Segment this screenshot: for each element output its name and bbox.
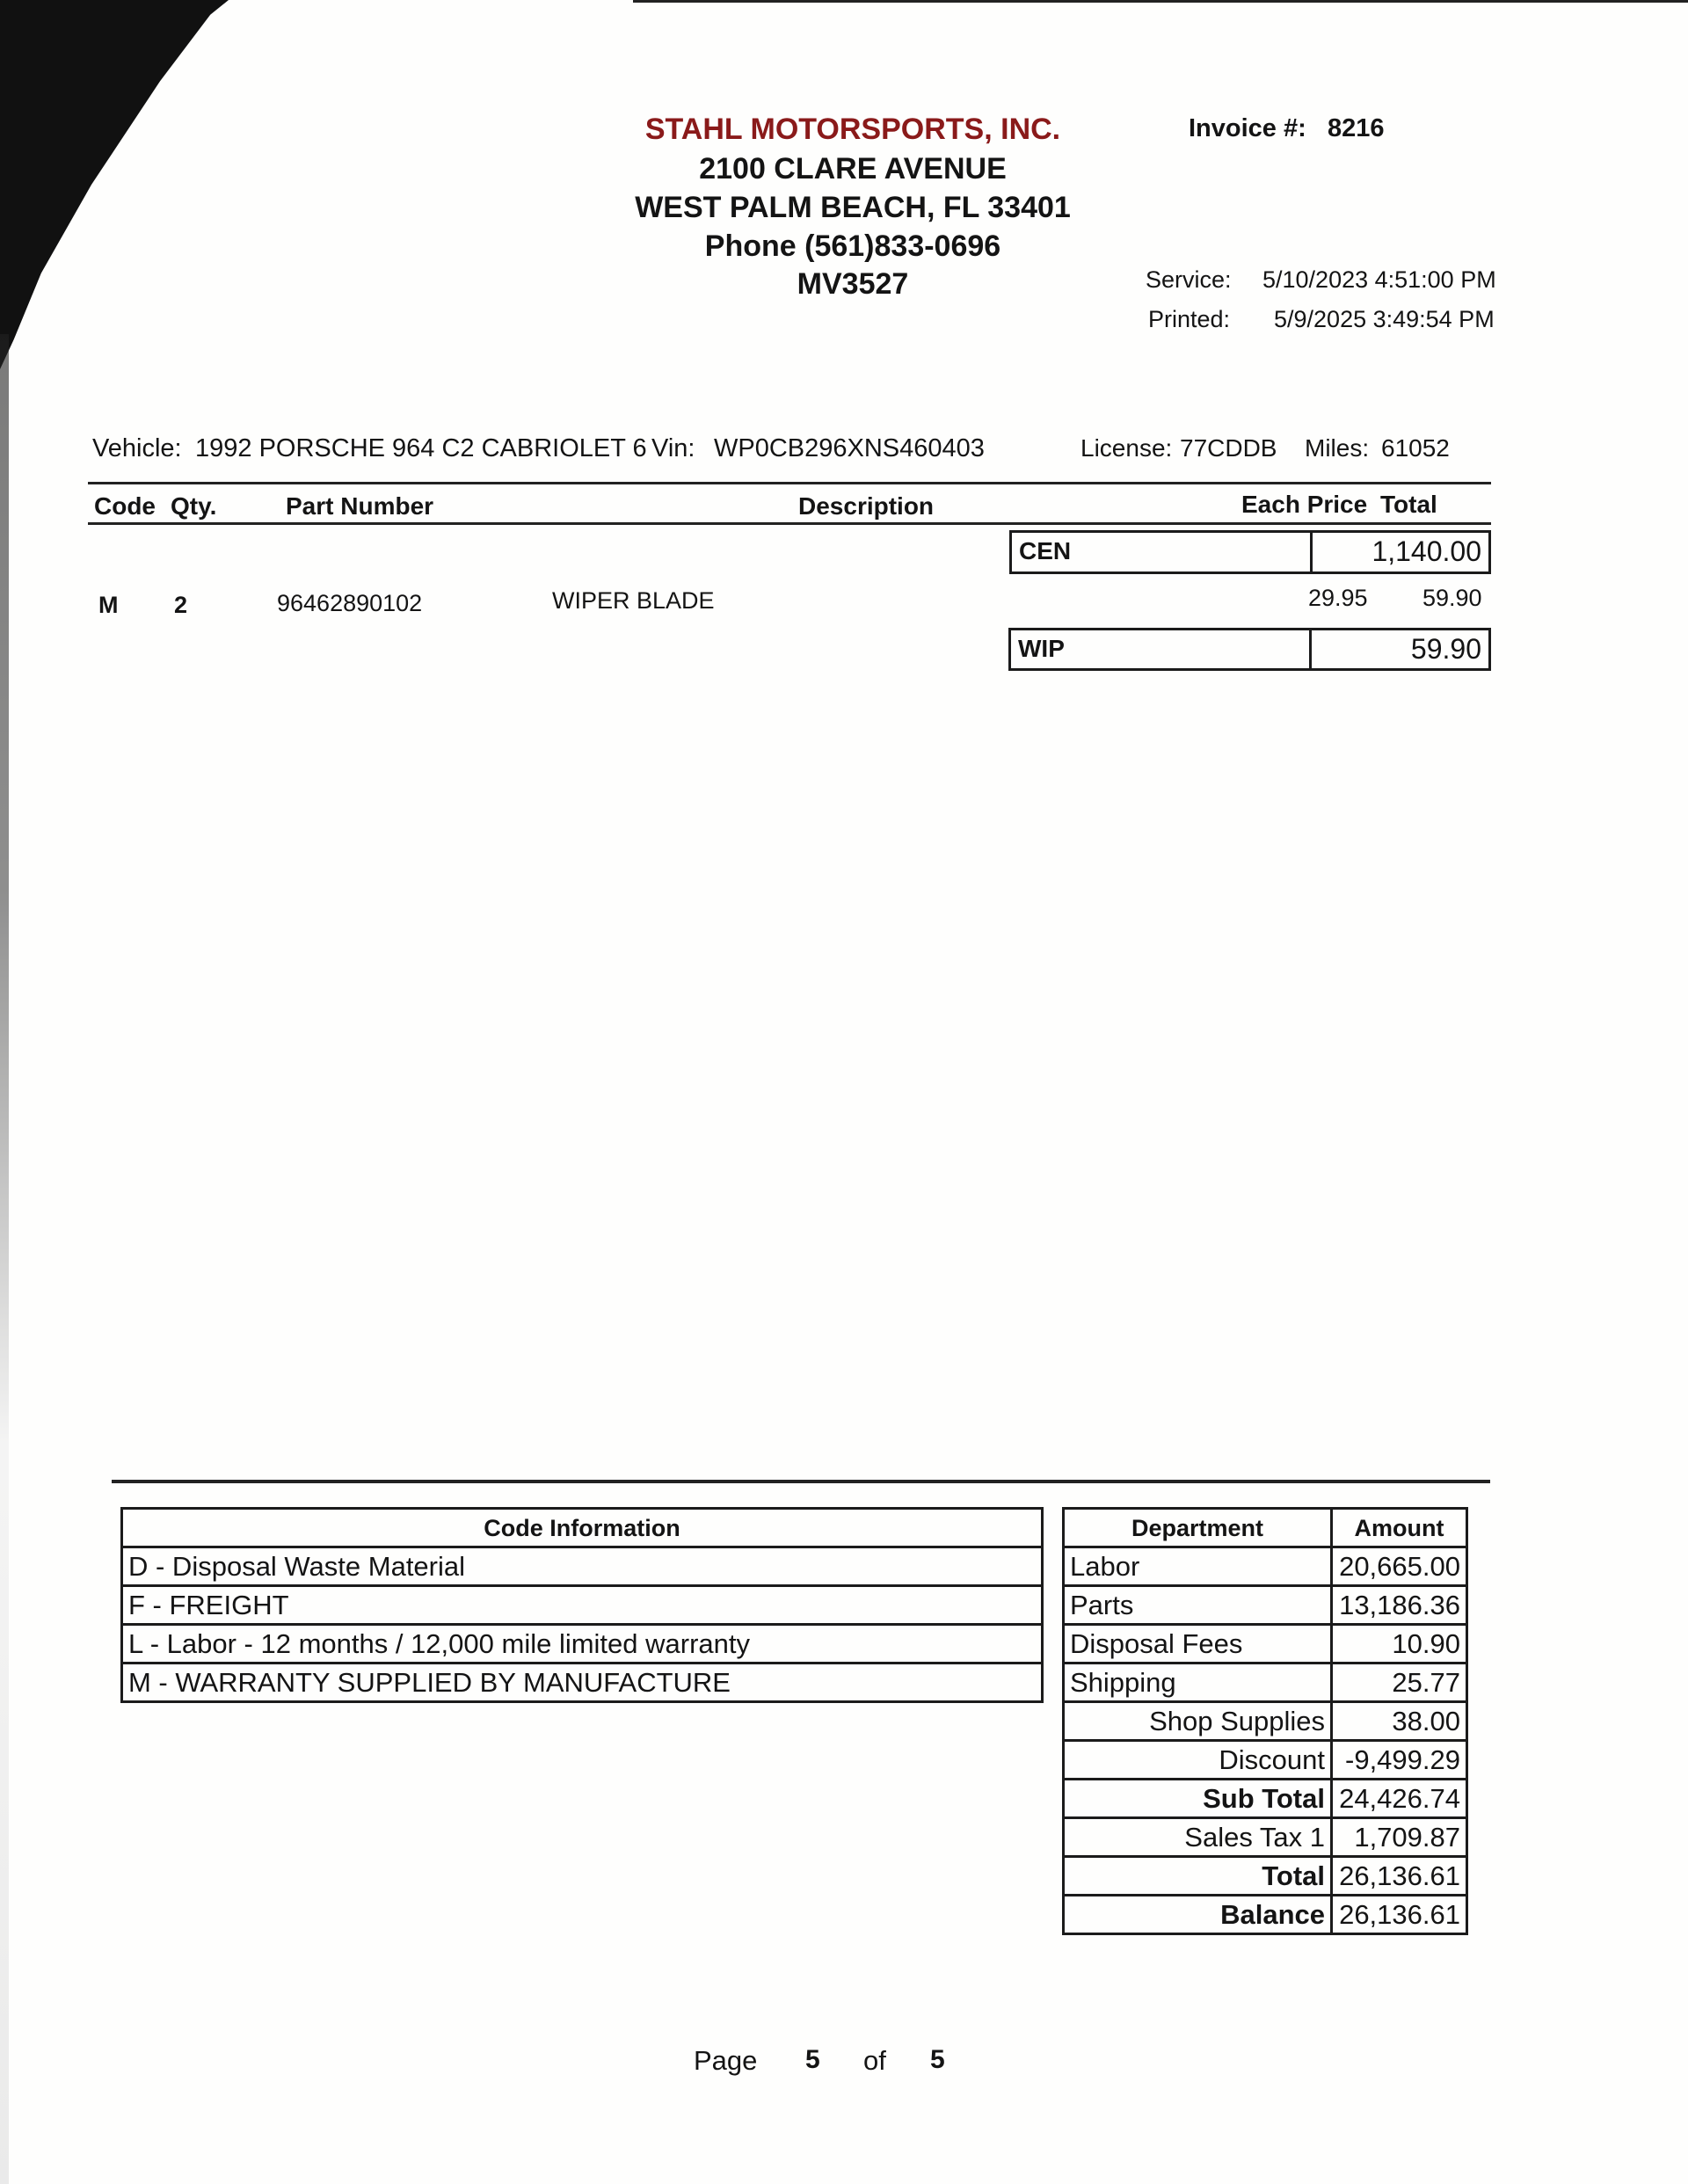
- summary-label: Shipping: [1064, 1663, 1332, 1702]
- summary-label: Discount: [1064, 1741, 1332, 1780]
- summary-row-labor: [1064, 1547, 1467, 1586]
- group-box-wip: [1008, 628, 1491, 671]
- summary-amount: 20,665.00: [1332, 1547, 1467, 1586]
- summary-label: Disposal Fees: [1064, 1625, 1332, 1663]
- summary-amount: 13,186.36: [1332, 1586, 1467, 1625]
- summary-amount: 26,136.61: [1332, 1896, 1467, 1934]
- summary-label: Labor: [1064, 1547, 1332, 1586]
- company-license-code: MV3527: [797, 267, 909, 301]
- summary-label: Sales Tax 1: [1064, 1818, 1332, 1857]
- license-value: 77CDDB: [1180, 434, 1277, 462]
- code-information-row: [122, 1625, 1043, 1663]
- vehicle-label: Vehicle:: [92, 434, 182, 462]
- amount-header: Amount: [1332, 1509, 1467, 1547]
- invoice-number: 8216: [1328, 114, 1385, 142]
- summary-label: Sub Total: [1064, 1780, 1332, 1818]
- code-information-item: M - WARRANTY SUPPLIED BY MANUFACTURE: [122, 1663, 1043, 1702]
- summary-label: Balance: [1064, 1896, 1332, 1934]
- summary-row-parts: [1064, 1586, 1467, 1625]
- code-information-row: [122, 1547, 1043, 1586]
- summary-amount: 10.90: [1332, 1625, 1467, 1663]
- column-header-qty: Qty.: [171, 492, 217, 520]
- group-label-wip: WIP: [1018, 635, 1065, 662]
- column-header-part-number: Part Number: [286, 492, 434, 520]
- printed-datetime: 5/9/2025 3:49:54 PM: [1274, 306, 1495, 332]
- company-name: STAHL MOTORSPORTS, INC.: [644, 113, 1061, 146]
- scan-corner-artifact: [0, 0, 229, 369]
- code-information-item: F - FREIGHT: [122, 1586, 1043, 1625]
- service-datetime: 5/10/2023 4:51:00 PM: [1262, 266, 1496, 293]
- summary-row-shipping: [1064, 1663, 1467, 1702]
- line-item-description: WIPER BLADE: [552, 587, 715, 614]
- column-header-bottom-rule: [88, 522, 1491, 525]
- code-information-title: Code Information: [122, 1509, 1043, 1547]
- group-label-cen: CEN: [1019, 537, 1072, 564]
- miles-value: 61052: [1381, 434, 1450, 462]
- of-label: of: [863, 2045, 886, 2076]
- column-header-description: Description: [798, 492, 935, 520]
- summary-label: Parts: [1064, 1586, 1332, 1625]
- invoice-label: Invoice #:: [1189, 114, 1306, 142]
- scan-edge-artifact: [0, 334, 9, 2184]
- summary-row-disposal-fees: [1064, 1625, 1467, 1663]
- code-information-row: [122, 1586, 1043, 1625]
- summary-label: Shop Supplies: [1064, 1702, 1332, 1741]
- column-header-each-price: Each Price: [1241, 491, 1368, 518]
- page-current: 5: [805, 2045, 820, 2074]
- group-total-wip: 59.90: [1309, 630, 1488, 668]
- code-information-item: L - Labor - 12 months / 12,000 mile limited warranty: [122, 1625, 1043, 1663]
- line-item-total: 59.90: [1422, 585, 1482, 611]
- scan-top-artifact: [633, 0, 1688, 3]
- summary-row-sub-total: [1064, 1780, 1467, 1818]
- summary-row-sales-tax: [1064, 1818, 1467, 1857]
- summary-label: Total: [1064, 1857, 1332, 1896]
- group-total-cen: 1,140.00: [1310, 533, 1488, 571]
- vin-value: WP0CB296XNS460403: [714, 434, 985, 462]
- page-label: Page: [694, 2045, 758, 2076]
- company-phone: Phone (561)833-0696: [704, 229, 1001, 263]
- page-total: 5: [930, 2045, 945, 2074]
- code-information-row: [122, 1663, 1043, 1702]
- summary-row-discount: [1064, 1741, 1467, 1780]
- line-item-code: M: [98, 592, 119, 618]
- group-box-cen: [1009, 530, 1491, 574]
- summary-row-total: [1064, 1857, 1467, 1896]
- service-label: Service:: [1146, 266, 1232, 293]
- line-item-qty: 2: [174, 592, 188, 618]
- summary-amount: 24,426.74: [1332, 1780, 1467, 1818]
- line-item-part-number: 96462890102: [277, 590, 423, 616]
- license-label: License:: [1080, 434, 1173, 462]
- column-header-total: Total: [1380, 491, 1437, 518]
- miles-label: Miles:: [1305, 434, 1370, 462]
- vin-label: Vin:: [651, 434, 695, 462]
- department-header: Department: [1064, 1509, 1332, 1547]
- summary-row-shop-supplies: [1064, 1702, 1467, 1741]
- summary-amount: 38.00: [1332, 1702, 1467, 1741]
- summary-section-rule: [112, 1480, 1490, 1483]
- code-information-table: [120, 1507, 1044, 1703]
- summary-amount: -9,499.29: [1332, 1741, 1467, 1780]
- summary-amount: 1,709.87: [1332, 1818, 1467, 1857]
- department-summary-table: [1062, 1507, 1468, 1935]
- line-item-each-price: 29.95: [1308, 585, 1368, 611]
- summary-amount: 26,136.61: [1332, 1857, 1467, 1896]
- summary-row-balance: [1064, 1896, 1467, 1934]
- company-address-line1: 2100 CLARE AVENUE: [699, 152, 1007, 186]
- printed-label: Printed:: [1148, 306, 1231, 332]
- summary-amount: 25.77: [1332, 1663, 1467, 1702]
- vehicle-value: 1992 PORSCHE 964 C2 CABRIOLET 6: [195, 434, 647, 462]
- code-information-item: D - Disposal Waste Material: [122, 1547, 1043, 1586]
- column-header-code: Code: [94, 492, 156, 520]
- column-header-top-rule: [88, 482, 1491, 484]
- company-address-line2: WEST PALM BEACH, FL 33401: [635, 191, 1071, 224]
